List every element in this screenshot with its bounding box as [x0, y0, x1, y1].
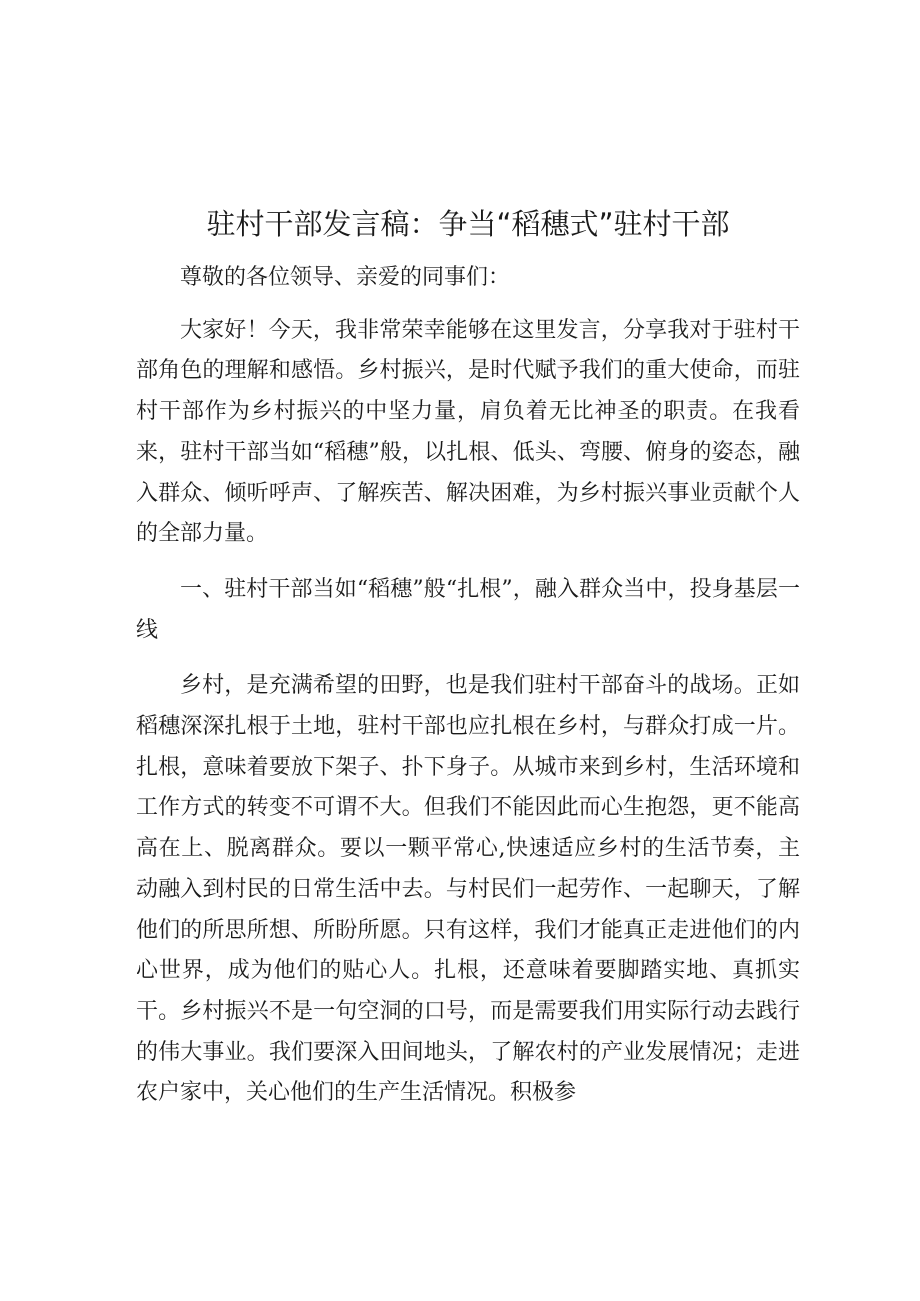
section-heading-1: 一、驻村干部当如“稻穗”般“扎根”，融入群众当中，投身基层一线: [136, 576, 800, 643]
document-body: [136, 258, 800, 1129]
document-title: 驻村干部发言稿：争当“稻穗式”驻村干部: [206, 207, 730, 241]
paragraph-section-1: 乡村，是充满希望的田野，也是我们驻村干部奋斗的战场。正如稻穗深深扎根于土地，驻村干部也应扎根在乡村，与群众打成一片。扎根，意味着要放下架子、扑下身子。从城市来到乡村，生活环境和工作方式的转变不可谓不大。但我们不能因此而心生抱怨，更不能高高在上、脱离群众。要以一颗平常心,快速适应乡村的生活节奏，主动融入到村民的日常生活中去。与村民们一起劳作、一起聊天，了解他们的所思所想、所盼所愿。只有这样，我们才能真正走进他们的内心世界，成为他们的贴心人。扎根，还意味着要脚踏实地、真抓实干。乡村振兴不是一句空洞的口号，而是需要我们用实际行动去践行的伟大事业。我们要深入田间地头，了解农村的产业发展情况；走进农户家中，关心他们的生产生活情况。积极参: [136, 673, 800, 1106]
salutation: 尊敬的各位领导、亲爱的同事们：: [180, 265, 511, 290]
paragraph-opening: 大家好！今天，我非常荣幸能够在这里发言，分享我对于驻村干部角色的理解和感悟。乡村振兴，是时代赋予我们的重大使命，而驻村干部作为乡村振兴的中坚力量，肩负着无比神圣的职责。在我看来，驻村干部当如“稻穗”般，以扎根、低头、弯腰、俯身的姿态，融入群众、倾听呼声、了解疾苦、解决困难，为乡村振兴事业贡献个人的全部力量。: [136, 317, 800, 547]
